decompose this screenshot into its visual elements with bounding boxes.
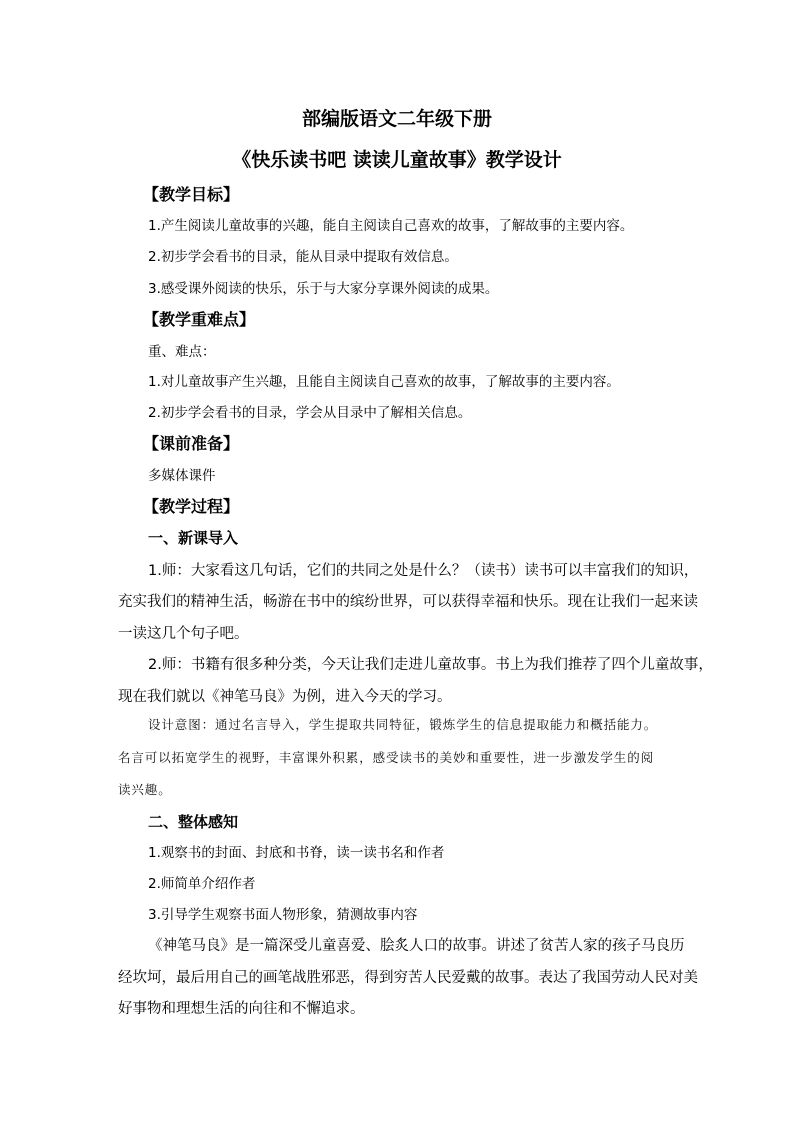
intro-paragraph-line: 1.师：大家看这几句话，它们的共同之处是什么？（读书）读书可以丰富我们的知识， xyxy=(148,563,699,579)
heading-preparation: 【课前准备】 xyxy=(143,434,240,453)
design-intent-note: 名言可以拓宽学生的视野，丰富课外积累，感受读书的美妙和重要性，进一步激发学生的阅 xyxy=(118,750,655,765)
intro-paragraph-line: 现在我们就以《神笔马良》为例，进入今天的学习。 xyxy=(118,689,452,705)
overview-item: 1.观察书的封面、封底和书脊，读一读书名和作者 xyxy=(148,845,445,861)
goal-item: 3.感受课外阅读的快乐，乐于与大家分享课外阅读的成果。 xyxy=(148,281,499,297)
heading-teaching-process: 【教学过程】 xyxy=(143,497,240,516)
key-point-item: 1.对儿童故事产生兴趣，且能自主阅读自己喜欢的故事，了解故事的主要内容。 xyxy=(148,374,620,390)
story-summary-line: 好事物和理想生活的向往和不懈追求。 xyxy=(118,1001,365,1017)
goal-item: 2.初步学会看书的目录，能从目录中提取有效信息。 xyxy=(148,249,458,265)
goal-item: 1.产生阅读儿童故事的兴趣，能自主阅读自己喜欢的故事，了解故事的主要内容。 xyxy=(148,218,634,234)
key-point-item: 2.初步学会看书的目录，学会从目录中了解相关信息。 xyxy=(148,405,472,421)
section-title-intro: 一、新课导入 xyxy=(148,529,239,547)
overview-item: 3.引导学生观察书面人物形象，猜测故事内容 xyxy=(148,907,418,923)
design-intent-note: 设计意图：通过名言导入，学生提取共同特征，锻炼学生的信息提取能力和概括能力。 xyxy=(148,717,658,732)
heading-teaching-goals: 【教学目标】 xyxy=(143,185,240,204)
section-title-overview: 二、整体感知 xyxy=(148,813,239,831)
doc-title-grade: 部编版语文二年级下册 xyxy=(301,108,492,130)
overview-item: 2.师简单介绍作者 xyxy=(148,876,256,892)
heading-key-points: 【教学重难点】 xyxy=(143,310,256,329)
story-summary-line: 《神笔马良》是一篇深受儿童喜爱、脍炙人口的故事。讲述了贫苦人家的孩子马良历 xyxy=(148,938,685,954)
intro-paragraph-line: 充实我们的精神生活，畅游在书中的缤纷世界，可以获得幸福和快乐。现在让我们一起来读 xyxy=(118,594,698,610)
design-intent-note: 读兴趣。 xyxy=(118,782,172,797)
preparation-text: 多媒体课件 xyxy=(148,468,216,484)
intro-paragraph-line: 2.师：书籍有很多种分类，今天让我们走进儿童故事。书上为我们推荐了四个儿童故事， xyxy=(148,657,713,673)
intro-paragraph-line: 一读这几个句子吧。 xyxy=(118,626,249,642)
doc-title-lesson: 《快乐读书吧 读读儿童故事》教学设计 xyxy=(232,149,562,171)
story-summary-line: 经坎坷，最后用自己的画笔战胜邪恶，得到穷苦人民爱戴的故事。表达了我国劳动人民对美 xyxy=(118,970,698,986)
key-points-intro: 重、难点： xyxy=(148,344,216,360)
